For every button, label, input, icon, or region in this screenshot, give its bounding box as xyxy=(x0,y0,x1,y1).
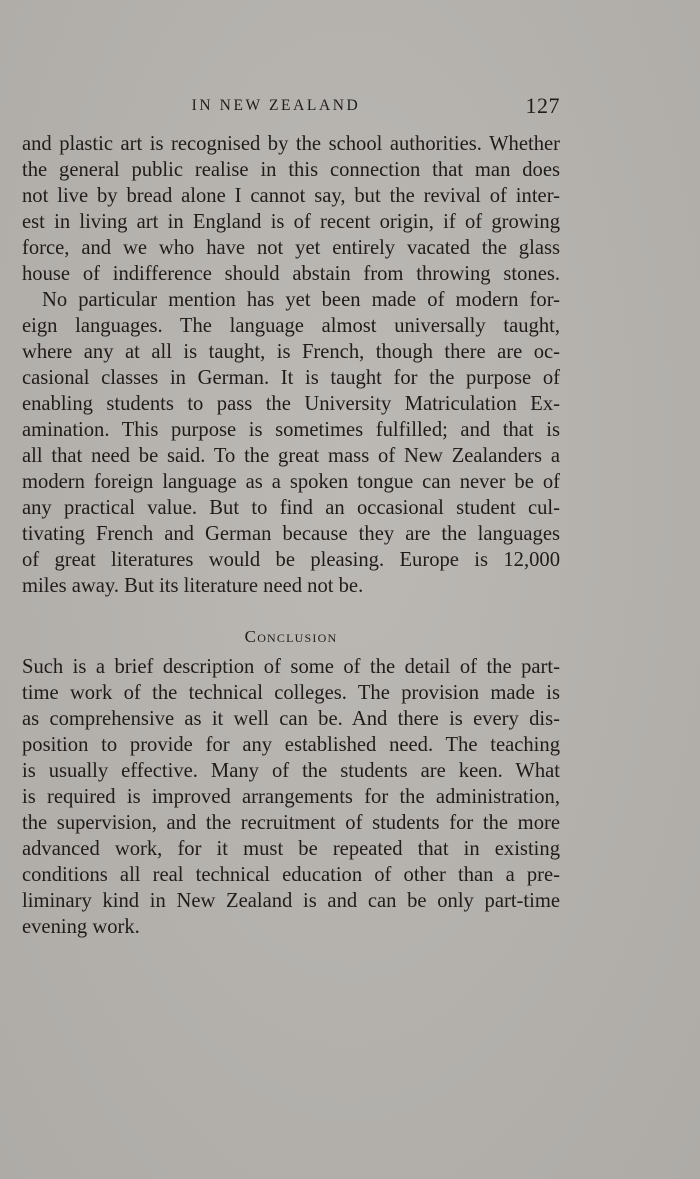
text-line: as comprehensive as it well can be. And there is every dis- xyxy=(22,708,560,730)
text-line: house of indifference should abstain from throwing stones. xyxy=(22,263,560,285)
text-line: Such is a brief description of some of the detail of the part- xyxy=(22,656,560,678)
text-line: and plastic art is recognised by the school authorities. Whether xyxy=(22,133,560,155)
text-line: time work of the technical colleges. The provision made is xyxy=(22,682,560,704)
text-line: advanced work, for it must be repeated that in existing xyxy=(22,838,560,860)
body-text-upper xyxy=(22,131,560,599)
text-line: position to provide for any established need. The teaching xyxy=(22,734,560,756)
running-head xyxy=(22,94,560,118)
text-line: eign languages. The language almost universally taught, xyxy=(22,315,560,337)
text-line: modern foreign language as a spoken tongue can never be of xyxy=(22,471,560,493)
text-line: force, and we who have not yet entirely vacated the glass xyxy=(22,237,560,259)
page-number: 127 xyxy=(525,93,560,118)
text-line: not live by bread alone I cannot say, but the revival of inter- xyxy=(22,185,560,207)
text-line: the general public realise in this connection that man does xyxy=(22,159,560,181)
text-line: is usually effective. Many of the students are keen. What xyxy=(22,760,560,782)
text-line: evening work. xyxy=(22,916,140,938)
text-line: all that need be said. To the great mass of New Zealanders a xyxy=(22,445,560,467)
text-line: amination. This purpose is sometimes fulfilled; and that is xyxy=(22,419,560,441)
text-line: conditions all real technical education of other than a pre- xyxy=(22,864,560,886)
text-line: the supervision, and the recruitment of students for the more xyxy=(22,812,560,834)
text-line: where any at all is taught, is French, though there are oc- xyxy=(22,341,560,363)
text-line: is required is improved arrangements for the administration, xyxy=(22,786,560,808)
text-line: No particular mention has yet been made of modern for- xyxy=(42,289,560,311)
text-line: any practical value. But to find an occasional student cul- xyxy=(22,497,560,519)
body-text-conclusion xyxy=(22,654,560,940)
text-line: enabling students to pass the University Matriculation Ex- xyxy=(22,393,560,415)
running-title: IN NEW ZEALAND xyxy=(191,97,361,114)
text-line: est in living art in England is of recent origin, if of growing xyxy=(22,211,560,233)
text-line: of great literatures would be pleasing. Europe is 12,000 xyxy=(22,549,560,571)
text-line: liminary kind in New Zealand is and can be only part-time xyxy=(22,890,560,912)
section-heading: Conclusion xyxy=(244,627,338,646)
text-line: tivating French and German because they are the languages xyxy=(22,523,560,545)
text-line: miles away. But its literature need not be. xyxy=(22,575,364,597)
text-line: casional classes in German. It is taught for the purpose of xyxy=(22,367,560,389)
